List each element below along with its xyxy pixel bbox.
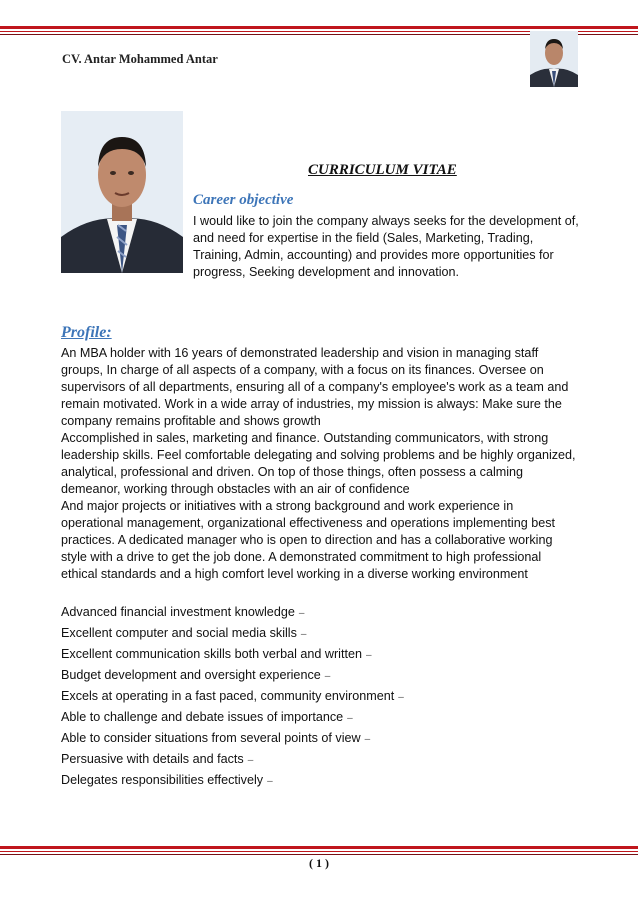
skill-marker: – [298, 608, 305, 619]
skill-marker: – [300, 629, 307, 640]
skill-item: Excellent computer and social media skills – [61, 626, 307, 640]
skills-list [61, 602, 404, 791]
profile-paragraph: An MBA holder with 16 years of demonstrated leadership and vision in managing staff groups, In charge of all aspects of a company, with a focus on its finances. Oversee on supervisors of all departments, ensuring all of a company's employee's work as a team and remain motivated. Work in a wide array of industries, my mission is always: Make sure the company remains profitable and shows growth [61, 346, 569, 428]
footer-rule [0, 846, 638, 855]
skill-item: Persuasive with details and facts – [61, 752, 254, 766]
career-objective-text: I would like to join the company always seeks for the development of, and need for expertise in the field (Sales, Marketing, Trading, Training, Admin, accounting) and provides more opportunities for progress, Seeking development and innovation. [193, 214, 579, 279]
skill-item: Excellent communication skills both verbal and written – [61, 647, 372, 661]
profile-paragraph: And major projects or initiatives with a strong background and work experience in operational management, organizational effectiveness and operations implementing best practices. A dedicated manager who is open to direction and has a collaborative working style with a drive to get the job done. A demonstrated commitment to high professional ethical standards and a high comfort level working in a diverse working environment [61, 499, 556, 581]
skill-marker: – [366, 650, 372, 661]
profile-photo [61, 111, 183, 273]
profile-paragraph: Accomplished in sales, marketing and finance. Outstanding communicators, with strong leadership skills. Feel comfortable delegating and solving problems and be highly organized, analytical, professional and driven. On top of those things, often possess a calming demeanor, working through obstacles with an air of confidence [61, 431, 576, 496]
skill-item: Able to consider situations from several points of view – [61, 731, 371, 745]
skill-item: Excels at operating in a fast paced, community environment – [61, 689, 404, 703]
skill-marker: – [324, 671, 331, 682]
skill-marker: – [398, 692, 404, 703]
profile-heading: Profile: [61, 324, 112, 341]
skill-marker: – [267, 776, 273, 787]
skill-item: Advanced financial investment knowledge – [61, 605, 305, 619]
header-name: CV. Antar Mohammed Antar [62, 52, 218, 66]
skill-marker: – [347, 713, 353, 724]
skill-item: Able to challenge and debate issues of importance – [61, 710, 353, 724]
skill-marker: – [364, 734, 371, 745]
career-objective-heading: Career objective [193, 192, 294, 208]
document-title: CURRICULUM VITAE [308, 162, 457, 178]
profile-text [61, 345, 579, 583]
skill-item: Budget development and oversight experience – [61, 668, 331, 682]
page-number: ( 1 ) [309, 856, 329, 870]
skill-item: Delegates responsibilities effectively – [61, 773, 273, 787]
skill-marker: – [247, 755, 254, 766]
header-photo [530, 31, 578, 87]
